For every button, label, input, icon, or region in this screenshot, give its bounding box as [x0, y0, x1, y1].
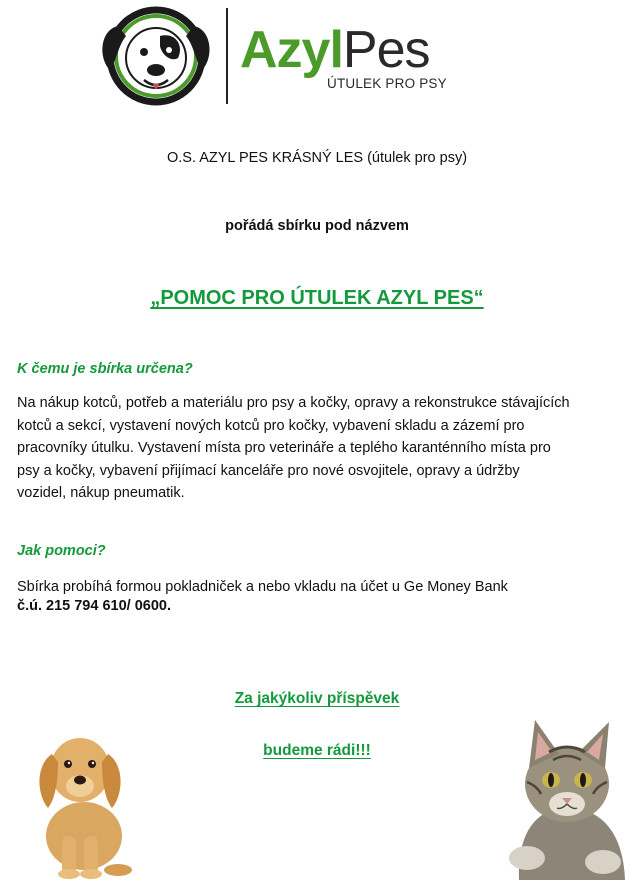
- logo-tagline: ÚTULEK PRO PSY: [327, 76, 447, 91]
- logo-wordmark-azyl: Azyl: [240, 21, 343, 79]
- help-heading: Jak pomoci?: [17, 543, 106, 559]
- collection-title: „POMOC PRO ÚTULEK AZYL PES“: [150, 287, 484, 309]
- help-paragraph: Sbírka probíhá formou pokladniček a nebo vkladu na účet u Ge Money Bank: [17, 579, 508, 595]
- purpose-line: pracovníky útulku. Vystavení místa pro veterináře a teplého karanténního místa pro: [17, 440, 551, 456]
- logo-wordmark: [240, 21, 430, 79]
- purpose-paragraph: [17, 392, 623, 505]
- kitten-photo: [497, 712, 631, 880]
- logo-wordmark-pes: Pes: [342, 21, 430, 79]
- thanks-line-2: budeme rádi!!!: [263, 742, 371, 759]
- thanks-line-1: Za jakýkoliv příspěvek: [234, 690, 400, 707]
- puppy-photo: [22, 724, 144, 880]
- purpose-line: Na nákup kotců, potřeb a materiálu pro psy a kočky, opravy a rekonstrukce stávajících: [17, 395, 570, 411]
- organizes-line: pořádá sbírku pod názvem: [225, 218, 409, 234]
- bank-account-number: č.ú. 215 794 610/ 0600.: [17, 598, 171, 614]
- dog-logo-icon: [96, 6, 216, 106]
- organization-name: O.S. AZYL PES KRÁSNÝ LES (útulek pro psy): [166, 150, 468, 166]
- purpose-line: kotců a sekcí, vystavení nových kotců pro kočky, vybavení skladu a zázemí pro: [17, 417, 525, 434]
- logo-divider: [226, 8, 228, 104]
- purpose-heading: K čemu je sbírka určena?: [17, 361, 193, 377]
- purpose-line: vozidel, nákup pneumatik.: [17, 485, 185, 501]
- purpose-line: psy a kočky, vybavení přijímací kanceláře pro nové osvojitele, opravy a údržby: [17, 462, 520, 479]
